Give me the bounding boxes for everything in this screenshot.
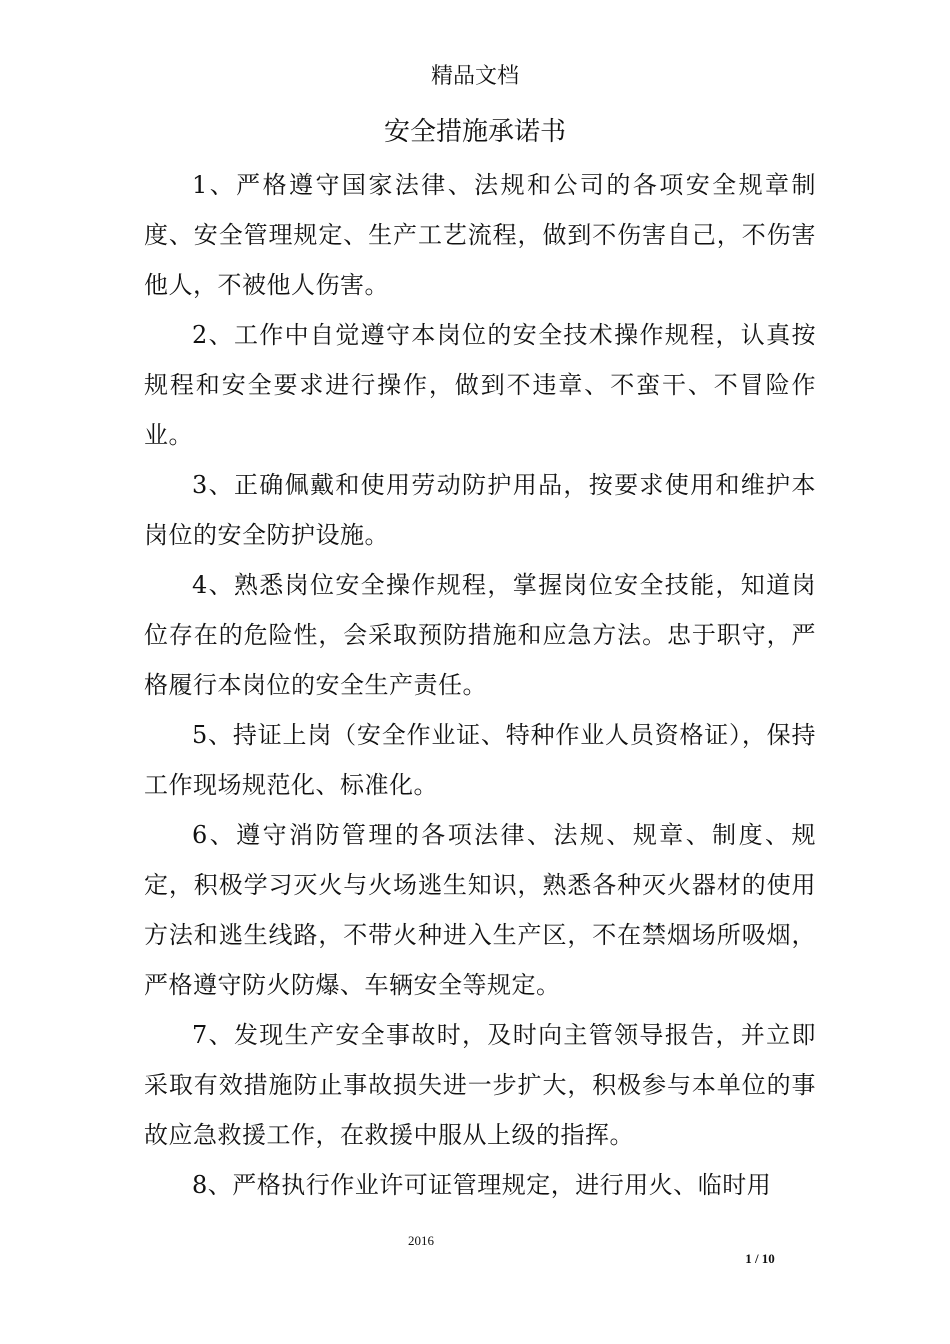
paragraph-8: 8、严格执行作业许可证管理规定，进行用火、临时用	[192, 1171, 772, 1199]
document-body	[144, 160, 816, 1210]
paragraph-2: 2、工作中自觉遵守本岗位的安全技术操作规程，认真按规程和安全要求进行操作，做到不违章、不蛮干、不冒险作业。	[144, 321, 816, 449]
paragraph-5: 5、持证上岗（安全作业证、特种作业人员资格证），保持工作现场规范化、标准化。	[144, 721, 816, 799]
paragraph-4: 4、熟悉岗位安全操作规程，掌握岗位安全技能，知道岗位存在的危险性，会采取预防措施和应急方法。忠于职守，严格履行本岗位的安全生产责任。	[144, 571, 816, 699]
paragraph-6: 6、遵守消防管理的各项法律、法规、规章、制度、规定，积极学习灭火与火场逃生知识，熟悉各种灭火器材的使用方法和逃生线路，不带火种进入生产区，不在禁烟场所吸烟，严格遵守防火防爆、车辆安全等规定。	[144, 821, 816, 999]
footer-year: 2016	[408, 1233, 434, 1248]
document-title: 安全措施承诺书	[383, 117, 566, 147]
paragraph-1: 1、严格遵守国家法律、法规和公司的各项安全规章制度、安全管理规定、生产工艺流程，做到不伤害自己，不伤害他人，不被他人伤害。	[144, 171, 816, 299]
document-header: 精品文档	[430, 64, 519, 89]
page-indicator: 1 / 10	[745, 1251, 775, 1266]
paragraph-7: 7、发现生产安全事故时，及时向主管领导报告，并立即采取有效措施防止事故损失进一步扩大，积极参与本单位的事故应急救援工作，在救援中服从上级的指挥。	[144, 1021, 816, 1149]
paragraph-3: 3、正确佩戴和使用劳动防护用品，按要求使用和维护本岗位的安全防护设施。	[144, 471, 816, 549]
